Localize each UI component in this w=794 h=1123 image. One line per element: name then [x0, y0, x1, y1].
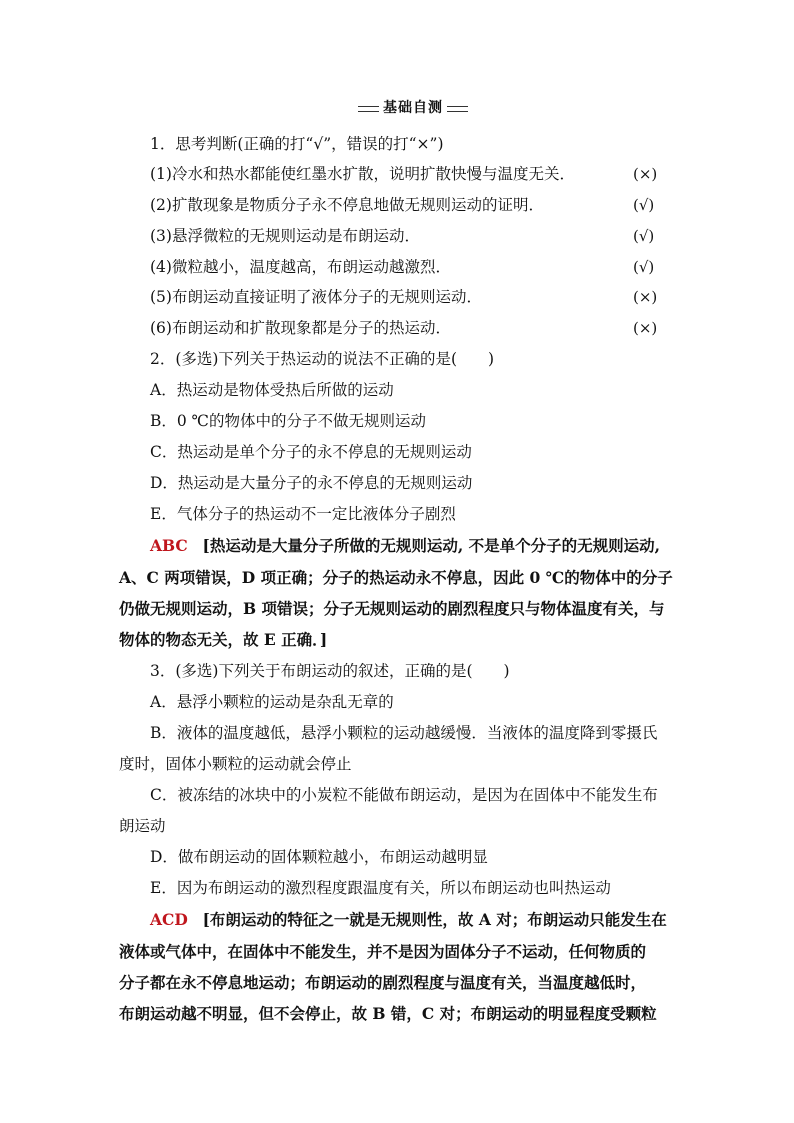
q3-explanation-2: 液体或气体中，在固体中不能发生，并不是因为固体分子不运动，任何物质的 [119, 942, 647, 961]
q3-explanation-3: 分子都在永不停息地运动；布朗运动的剧烈程度与温度有关，当温度越低时， [119, 973, 647, 992]
q1-item-2: (2)扩散现象是物质分子永不停息地做无规则运动的证明． [150, 196, 544, 214]
section-title [358, 99, 468, 117]
q2-answer-key: ABC [150, 536, 188, 555]
q3-option-e: E．因为布朗运动的激烈程度跟温度有关，所以布朗运动也叫热运动 [150, 879, 611, 897]
q2-option-d: D．热运动是大量分子的永不停息的无规则运动 [150, 474, 473, 492]
q2-option-b: B．0 ℃的物体中的分子不做无规则运动 [150, 412, 427, 430]
q2-explanation-4: 物体的物态无关，故 E 正确．] [119, 630, 328, 649]
q3-option-d: D．做布朗运动的固体颗粒越小，布朗运动越明显 [150, 848, 488, 866]
q2-option-c: C．热运动是单个分子的永不停息的无规则运动 [150, 443, 472, 461]
q2-option-a: A．热运动是物体受热后所做的运动 [150, 381, 394, 399]
q2-explanation-2: A、C 两项错误，D 项正确；分子的热运动永不停息，因此 0 ℃的物体中的分子 [119, 568, 673, 587]
q1-item-3-mark: (√) [633, 227, 655, 245]
q1-title: 1．思考判断(正确的打“√”，错误的打“×”) [150, 135, 444, 153]
q1-item-6: (6)布朗运动和扩散现象都是分子的热运动． [150, 319, 451, 337]
q2-option-e: E．气体分子的热运动不一定比液体分子剧烈 [150, 505, 456, 523]
q2-explanation-3: 仍做无规则运动，B 项错误；分子无规则运动的剧烈程度只与物体温度有关，与 [119, 599, 665, 618]
section-title-label: 基础自测 [379, 99, 447, 117]
q1-item-3: (3)悬浮微粒的无规则运动是布朗运动． [150, 227, 420, 245]
q3-explanation-1: [布朗运动的特征之一就是无规则性，故 A 对；布朗运动只能发生在 [202, 910, 667, 929]
q3-title: 3．(多选)下列关于布朗运动的叙述，正确的是( ) [150, 662, 510, 680]
q1-item-4: (4)微粒越小，温度越高，布朗运动越激烈． [150, 258, 451, 276]
q1-item-1-mark: (×) [633, 165, 658, 183]
q3-option-c-cont: 朗运动 [119, 817, 166, 835]
q3-option-a: A．悬浮小颗粒的运动是杂乱无章的 [150, 693, 394, 711]
q2-explanation-1: [热运动是大量分子所做的无规则运动, 不是单个分子的无规则运动, [202, 536, 661, 555]
q3-answer-line [150, 909, 667, 931]
q1-item-6-mark: (×) [633, 319, 658, 337]
q2-title: 2．(多选)下列关于热运动的说法不正确的是( ) [150, 350, 495, 368]
q1-item-4-mark: (√) [633, 258, 655, 276]
q3-answer-key: ACD [150, 910, 188, 929]
q3-explanation-4: 布朗运动越不明显，但不会停止，故 B 错，C 对；布朗运动的明显程度受颗粒 [119, 1004, 657, 1023]
q1-item-5-mark: (×) [633, 288, 658, 306]
q1-item-2-mark: (√) [633, 196, 655, 214]
q1-item-1: (1)冷水和热水都能使红墨水扩散，说明扩散快慢与温度无关． [150, 165, 575, 183]
q3-option-b-cont: 度时，固体小颗粒的运动就会停止 [119, 755, 352, 773]
q3-option-b: B．液体的温度越低，悬浮小颗粒的运动越缓慢．当液体的温度降到零摄氏 [150, 724, 658, 742]
q3-option-c: C．被冻结的冰块中的小炭粒不能做布朗运动，是因为在固体中不能发生布 [150, 786, 658, 804]
q2-answer-line [150, 535, 660, 557]
q1-item-5: (5)布朗运动直接证明了液体分子的无规则运动． [150, 288, 482, 306]
